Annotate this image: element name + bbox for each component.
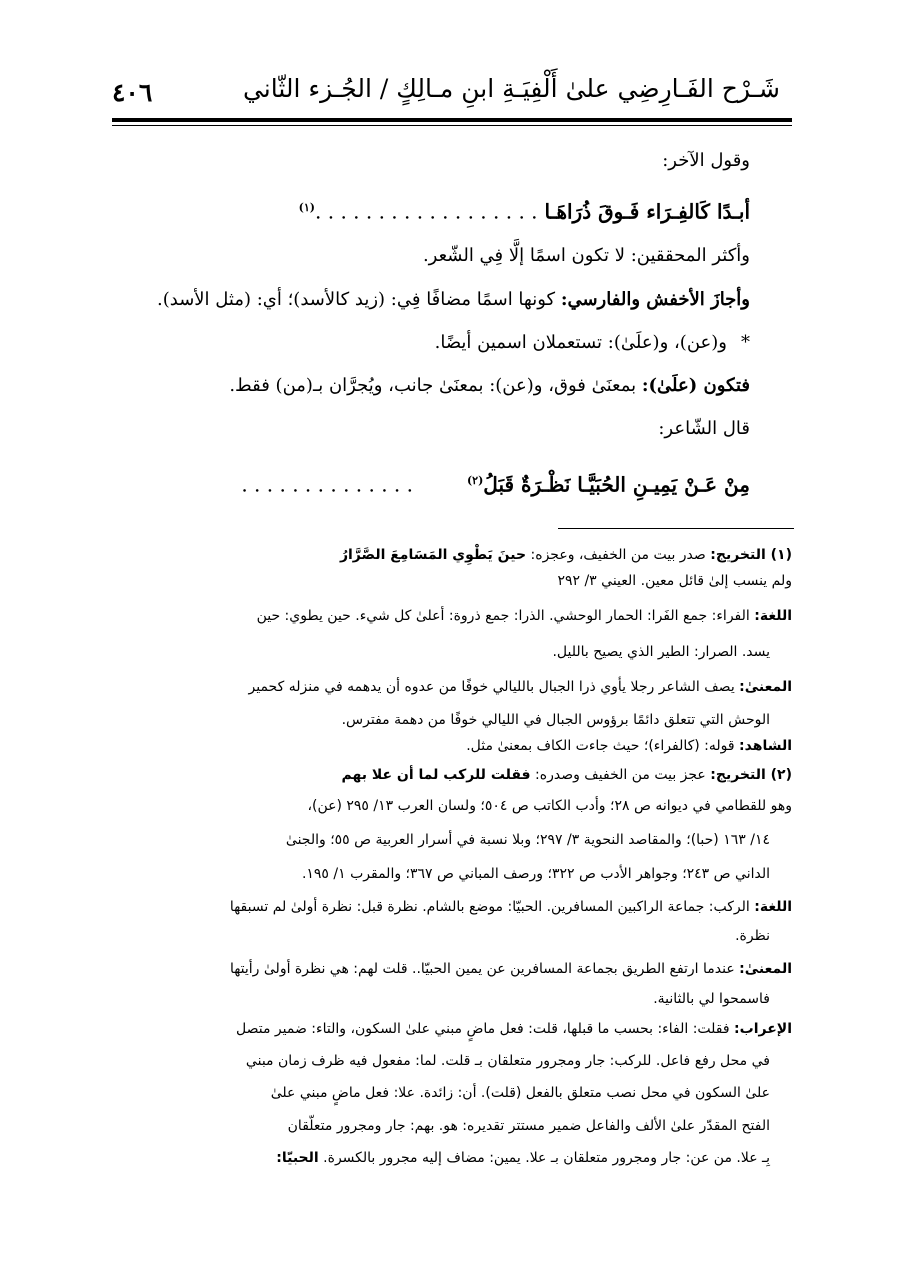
footnote-line — [102, 675, 792, 699]
footnote-line: فاسمحوا لي بالثانية. — [653, 991, 770, 1007]
footnote-line — [102, 734, 792, 758]
footnote-text: بِـ علا. من عن: جار ومجرور متعلقان بـ علا. يمين: مضاف إليه مجرور بالكسرة. — [318, 1150, 770, 1166]
footnote-text: عندما ارتفع الطريق بجماعة المسافرين عن يمين الحبيّا.. قلت لهم: هي نظرة أولىٰ رأيتها — [229, 961, 740, 977]
footnote-ref-1: (١) — [298, 201, 316, 214]
footnote-label: المعنىٰ: — [739, 961, 792, 977]
footnote-label: الإعراب: — [734, 1021, 792, 1037]
body-line-4-rest: كونها اسمًا مضافًا فِي: (زيد كالأسد)؛ أي: (مثل الأسد). — [157, 289, 561, 310]
asterisk-marker: * — [741, 332, 750, 353]
footnote-label: (١) التخريج: — [710, 547, 792, 563]
footnote-line: ١٤/ ١٦٣ (حبا)؛ والمقاصد النحوية ٣/ ٢٩٧؛ وبلا نسبة في أسرار العربية ص ٥٥؛ والجنىٰ — [285, 832, 770, 848]
running-header-title: شَـرْح الفَـارِضِي علىٰ أَلْفِيَـةِ ابنِ مـالِكٍ / الجُـزء الثّاني — [242, 74, 780, 103]
footnote-separator — [558, 528, 794, 529]
footnote-label: اللغة: — [754, 899, 792, 915]
body-line-3: وأكثر المحققين: لا تكون اسمًا إلَّا فِي الشّعر. — [422, 245, 750, 266]
verse-1 — [110, 193, 750, 227]
footnote-line — [102, 604, 792, 628]
footnote-line: الوحش التي تتعلق دائمًا برؤوس الجبال في الليالي خوفًا من دهمة مفترس. — [341, 712, 770, 728]
footnote-line: وهو للقطامي في ديوانه ص ٢٨؛ وأدب الكاتب ص ٥٠٤؛ ولسان العرب ١٣/ ٢٩٥ (عن)، — [307, 798, 792, 814]
footnote-text: فقلت: الفاء: بحسب ما قبلها، قلت: فعل ماضٍ مبني علىٰ السكون، والتاء: ضمير متصل — [236, 1021, 735, 1037]
footnote-text: يصف الشاعر رجلا يأوي ذرا الجبال بالليالي خوفًا من عدوه أن يدهمه في منزله كحمير — [248, 679, 740, 695]
footnote-line: نظرة. — [735, 928, 770, 944]
verse-2-text: مِنْ عَـنْ يَمِيـنِ الحُبَيَّـا نَظْـرَةٌ قَبَلُ — [483, 472, 750, 497]
footnote-line: يسد. الصرار: الطير الذي يصيح بالليل. — [552, 644, 770, 660]
footnote-text: الركب: جماعة الراكبين المسافرين. الحبيّا: موضع بالشام. نظرة قبل: نظرة أولىٰ لم تسبقها — [229, 899, 755, 915]
footnote-line: الداني ص ٢٤٣؛ وجواهر الأدب ص ٣٢٢؛ ورصف المباني ص ٣٦٧؛ والمقرب ١/ ١٩٥. — [301, 866, 770, 882]
footnote-line: في محل رفع فاعل. للركب: جار ومجرور متعلقان بـ قلت. لما: مفعول فيه ظرف زمان مبني — [245, 1053, 770, 1069]
footnote-text: صدر بيت من الخفيف، وعجزه: — [526, 547, 711, 563]
footnote-line: علىٰ السكون في محل نصب متعلق بالفعل (قلت). أن: زائدة. علا: فعل ماضٍ مبني علىٰ — [270, 1085, 770, 1101]
footnote-line — [102, 1017, 792, 1041]
verse-2-dots: . . . . . . . . . . . . . . — [241, 472, 413, 497]
footnote-text: الفراء: جمع الفَرا: الحمار الوحشي. الذرا: جمع ذروة: أعلىٰ كل شيء. حين يطوي: حين — [256, 608, 755, 624]
body-line-4 — [110, 285, 750, 315]
verse-1-dots: . . . . . . . . . . . . . . . . . . — [315, 199, 538, 224]
body-line-1: وقول الآخر: — [662, 150, 750, 171]
verse-1-text: أبـدًا كَالفِـرَاء فَـوقَ ذُرَاهَـا — [544, 199, 750, 224]
body-line-6-bold: فتكون (علَىٰ): — [641, 375, 750, 396]
footnote-line — [102, 957, 792, 981]
footnote-verse: حينَ يَطْوِي المَسَامِعَ الصَّرَّارُ — [339, 547, 527, 563]
footnote-line — [102, 543, 792, 567]
header-rule-thin — [112, 125, 792, 126]
footnote-verse: فقلت للركب لما أن علا بهم — [341, 767, 531, 783]
body-line-5-text: و(عن)، و(علَىٰ): تستعملان اسمين أيضًا. — [434, 332, 727, 353]
body-line-6-rest: بمعنَىٰ فوق، و(عن): بمعنَىٰ جانب، ويُجرَّان بـ(من) فقط. — [229, 375, 642, 396]
footnote-line: الفتح المقدّر علىٰ الألف والفاعل ضمير مستتر تقديره: هو. بهم: جار ومجرور متعلّقان — [287, 1118, 770, 1134]
footnote-line — [102, 895, 792, 919]
verse-2 — [110, 466, 750, 500]
body-line-6 — [110, 371, 750, 401]
footnote-term: الحبيّا: — [276, 1150, 319, 1166]
footnote-ref-2: (٢) — [466, 474, 484, 487]
footnote-text: عجز بيت من الخفيف وصدره: — [530, 767, 711, 783]
page-number: ٤٠٦ — [112, 78, 153, 107]
header-rule-thick — [112, 118, 792, 122]
footnote-label: (٢) التخريج: — [710, 767, 792, 783]
footnote-label: اللغة: — [754, 608, 792, 624]
footnote-line: ولم ينسب إلىٰ قائل معين. العيني ٣/ ٢٩٢ — [557, 573, 792, 589]
footnote-label: المعنىٰ: — [739, 679, 792, 695]
footnote-label: الشاهد: — [739, 738, 792, 754]
body-line-5 — [110, 328, 750, 358]
footnote-line — [102, 763, 792, 787]
body-line-7: قال الشّاعر: — [658, 418, 750, 439]
body-line-4-bold: وأجازَ الأخفش والفارسي: — [560, 289, 750, 310]
footnote-line — [100, 1146, 770, 1170]
footnote-text: قوله: (كالفراء)؛ حيث جاءت الكاف بمعنىٰ مثل. — [466, 738, 740, 754]
